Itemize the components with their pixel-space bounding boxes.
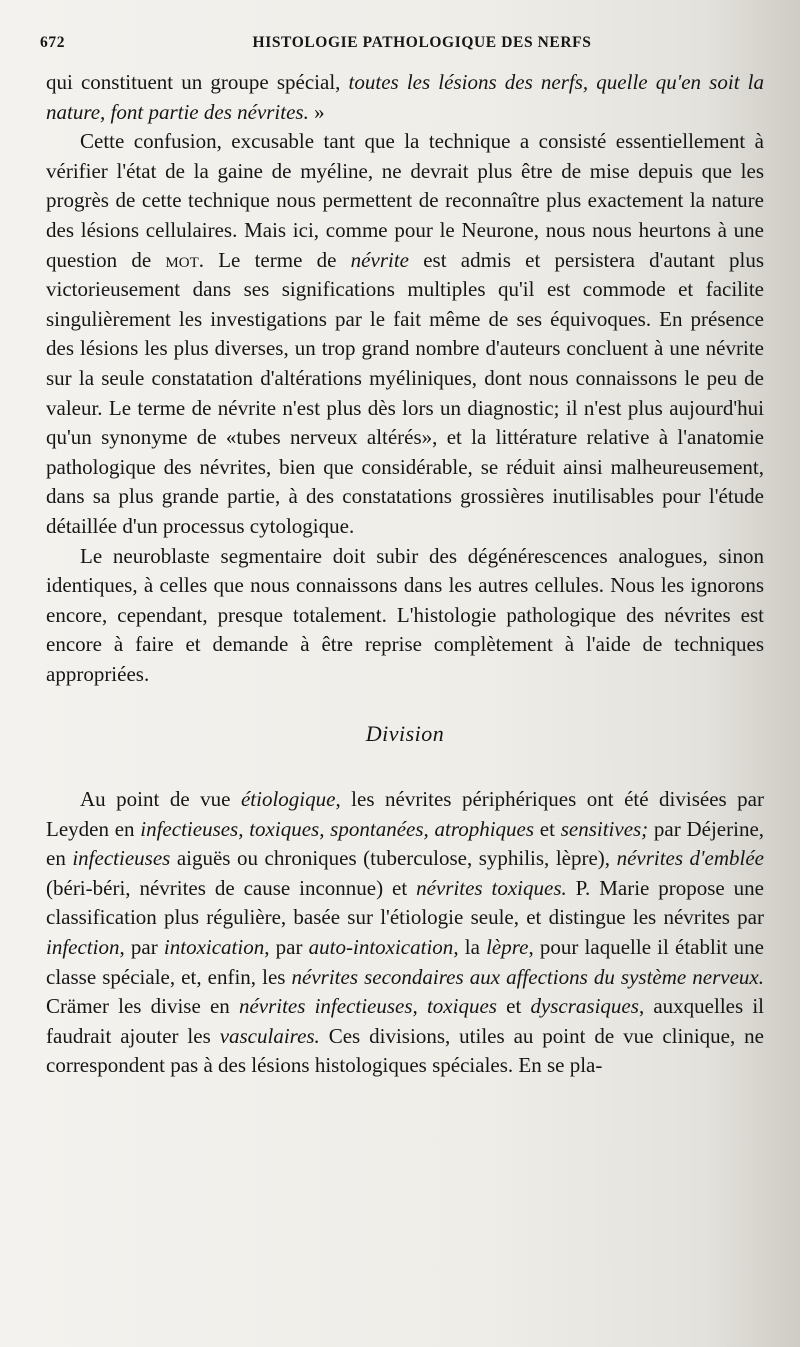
italic-run: névrites toxiques. xyxy=(416,875,567,900)
paragraphs-before-section xyxy=(46,68,764,689)
paragraph xyxy=(46,542,764,690)
section-title: Division xyxy=(365,721,445,747)
italic-run: névrites d'emblée xyxy=(616,846,765,871)
page-number: 672 xyxy=(40,34,66,51)
paragraph xyxy=(46,127,764,541)
italic-run: infectieuses xyxy=(72,846,171,871)
text-run: qui constituent un groupe spécial, xyxy=(46,70,349,94)
italic-run: sensitives; xyxy=(560,816,649,841)
italic-run: étiologique xyxy=(240,787,336,812)
text-run: , auxquelles il faudrait ajouter les xyxy=(46,994,764,1048)
italic-run: névrite xyxy=(350,247,409,272)
text-run: , la xyxy=(453,935,487,960)
text-run: Ces divisions, utiles au point de vue clinique, ne correspondent pas à des lésions histologiques spéciales. En se pla- xyxy=(46,1023,764,1078)
text-run: , pour laquelle il établit une classe spéciale, et, enfin, les xyxy=(46,935,764,989)
italic-run: névrites secondaires aux affections du système nerveux. xyxy=(291,964,764,989)
text-run: et xyxy=(496,994,531,1019)
text-run: , par xyxy=(264,935,309,960)
text-run: Cette confusion, excusable tant que la technique a consisté essentiellement à vérifier l'état de la gaine de myéline, ne devrait plus être de mise depuis que les progrès de cette technique nous permettent de reconnaître plus exactement la nature des lésions cellulaires. Mais ici, comme pour le Neurone, nous nous heurtons à une question de xyxy=(46,129,764,272)
text-run: aiguës ou chroniques (tuberculose, syphilis, lèpre), xyxy=(170,846,617,871)
italic-run: infection xyxy=(46,935,120,960)
text-run: P. Marie propose une classification plus régulière, basée sur l'étiologie seule, et distingue les névrites par xyxy=(46,875,764,930)
text-run: Le neuroblaste segmentaire doit subir des dégénérescences analogues, sinon identiques, à celles que nous connaissons dans les autres cellules. Nous les ignorons encore, cependant, presque totalement. L'histologie pathologique des névrites est encore à faire et demande à être reprise complètement à l'aide de techniques appropriées. xyxy=(46,543,764,686)
text-run: » xyxy=(308,99,325,124)
page-header xyxy=(40,32,764,58)
paragraphs-after-section xyxy=(46,785,764,1081)
italic-run: auto-intoxication xyxy=(308,935,454,960)
text-run: mot xyxy=(165,247,199,272)
text-run: Crämer les divise en xyxy=(46,994,239,1019)
page-body xyxy=(46,68,764,1081)
text-run: , par xyxy=(119,935,164,960)
running-title: HISTOLOGIE PATHOLOGIQUE DES NERFS xyxy=(252,34,592,51)
text-run: par Déjerine, en xyxy=(46,816,765,871)
italic-run: névrites infectieuses, toxiques xyxy=(238,994,497,1019)
italic-run: lèpre xyxy=(486,935,529,960)
text-run: . Le terme de xyxy=(198,247,351,272)
text-run: (béri-béri, névrites de cause inconnue) et xyxy=(46,875,417,900)
text-run: Au point de vue xyxy=(80,787,241,812)
italic-run: vasculaires. xyxy=(219,1023,320,1048)
italic-run: infectieuses, toxiques, spontanées, atrophiques xyxy=(140,816,535,841)
paragraph xyxy=(46,785,764,1081)
text-run: , les névrites périphériques ont été divisées par Leyden en xyxy=(46,787,765,841)
italic-run: intoxication xyxy=(163,935,265,960)
italic-run: dyscrasiques xyxy=(530,994,639,1019)
italic-run: toutes les lésions des nerfs, quelle qu'en soit la nature, font partie des névrites. xyxy=(46,70,764,124)
text-run: et xyxy=(534,816,561,841)
paragraph xyxy=(46,68,764,127)
text-run: est admis et persistera d'autant plus victorieusement dans ses significations multiples qu'il est commode et facilite singulièrement les investigations par le fait même de ses équivoques. En présence des lésions les plus diverses, un trop grand nombre d'auteurs concluent à une névrite sur la seule constatation d'altérations myéliniques, dont nous connaissons le peu de valeur. Le terme de névrite n'est plus dès lors un diagnostic; il n'est plus aujourd'hui qu'un synonyme de «tubes nerveux altérés», et la littérature relative à l'anatomie pathologique des névrites, bien que considérable, se réduit ainsi malheureusement, dans sa plus grande partie, à des constatations grossières inutilisables pour l'étude détaillée d'un processus cytologique. xyxy=(46,247,764,538)
